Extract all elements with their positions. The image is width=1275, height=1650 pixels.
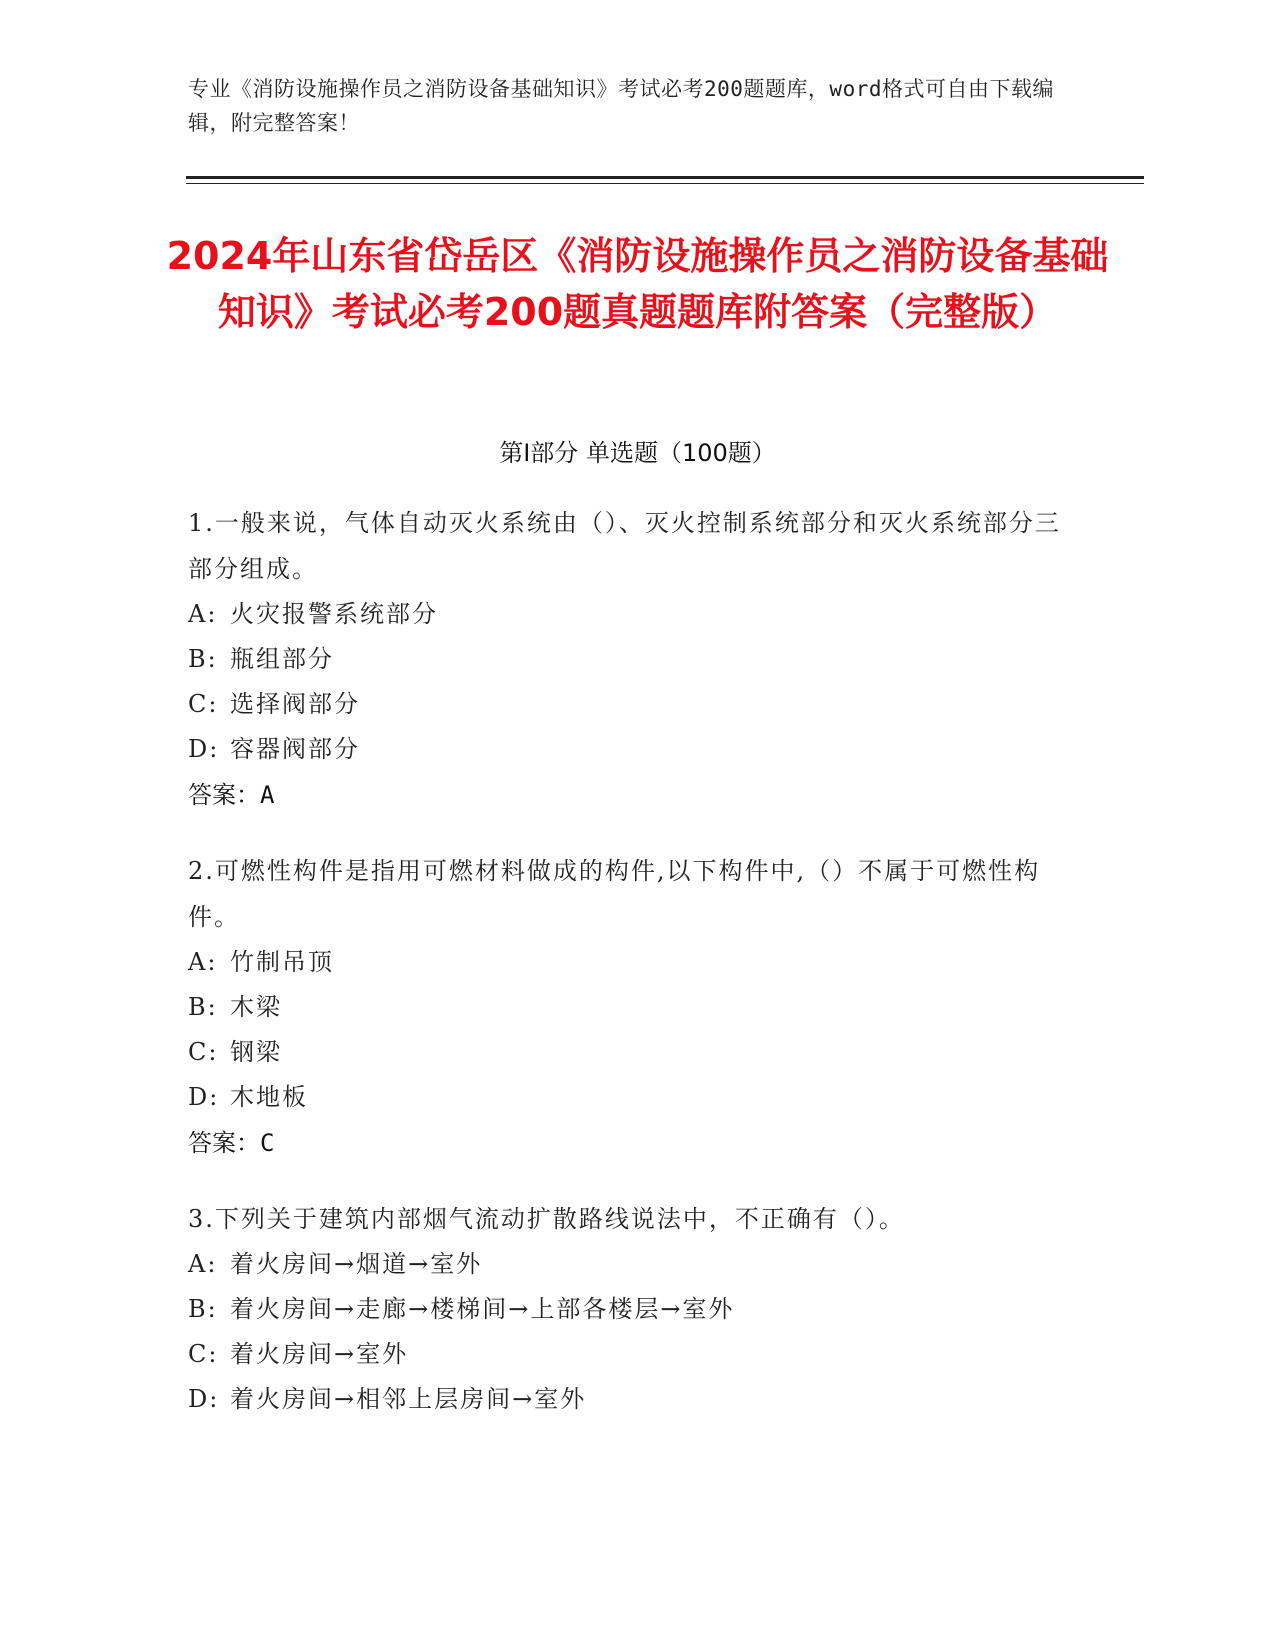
option-b bbox=[188, 1287, 1068, 1332]
option-key: C: bbox=[188, 1340, 219, 1368]
option-d bbox=[188, 1377, 1068, 1422]
option-text: 木地板 bbox=[230, 1083, 308, 1111]
option-text: 着火房间→走廊→楼梯间→上部各楼层→室外 bbox=[230, 1295, 735, 1323]
option-key: B: bbox=[188, 993, 218, 1021]
question-stem: 2.可燃性构件是指用可燃材料做成的构件,以下构件中,（）不属于可燃性构件。 bbox=[188, 857, 1041, 931]
option-text: 木梁 bbox=[230, 993, 282, 1021]
document-title: 2024年山东省岱岳区《消防设施操作员之消防设备基础知识》考试必考200题真题题库附答案（完整版） bbox=[166, 234, 1109, 334]
answer-label: 答案： bbox=[188, 1129, 260, 1157]
answer-line bbox=[188, 772, 1068, 818]
question-1 bbox=[188, 500, 1068, 818]
option-d bbox=[188, 727, 1068, 772]
option-text: 着火房间→相邻上层房间→室外 bbox=[230, 1385, 587, 1413]
option-c bbox=[188, 1332, 1068, 1377]
option-key: B: bbox=[188, 645, 218, 673]
question-stem: 1.一般来说，气体自动灭火系统由（）、灭火控制系统部分和灭火系统部分三部分组成。 bbox=[188, 509, 1061, 583]
option-c bbox=[188, 1030, 1068, 1075]
option-d bbox=[188, 1075, 1068, 1120]
option-key: D: bbox=[188, 735, 220, 763]
option-a bbox=[188, 1242, 1068, 1287]
option-b bbox=[188, 637, 1068, 682]
question-2 bbox=[188, 848, 1068, 1166]
option-key: D: bbox=[188, 1083, 220, 1111]
option-a bbox=[188, 592, 1068, 637]
option-key: B: bbox=[188, 1295, 218, 1323]
header-note: 专业《消防设施操作员之消防设备基础知识》考试必考200题题库，word格式可自由下载编辑，附完整答案！ bbox=[188, 77, 1054, 135]
option-b bbox=[188, 985, 1068, 1030]
header-divider-thin bbox=[186, 183, 1144, 184]
option-key: D: bbox=[188, 1385, 220, 1413]
option-a bbox=[188, 940, 1068, 985]
option-key: C: bbox=[188, 1038, 219, 1066]
option-text: 容器阀部分 bbox=[230, 735, 360, 763]
answer-value: C bbox=[260, 1129, 275, 1157]
option-text: 着火房间→室外 bbox=[230, 1340, 409, 1368]
option-text: 火灾报警系统部分 bbox=[230, 600, 438, 628]
answer-line bbox=[188, 1120, 1068, 1166]
option-text: 竹制吊顶 bbox=[230, 948, 334, 976]
option-key: A: bbox=[188, 1250, 218, 1278]
answer-label: 答案： bbox=[188, 781, 260, 809]
option-key: A: bbox=[188, 948, 218, 976]
option-text: 选择阀部分 bbox=[230, 690, 360, 718]
question-stem: 3.下列关于建筑内部烟气流动扩散路线说法中，不正确有（）。 bbox=[188, 1205, 905, 1233]
header-divider-thick bbox=[186, 176, 1144, 179]
option-key: C: bbox=[188, 690, 219, 718]
section-heading: 第I部分 单选题（100题） bbox=[499, 439, 776, 467]
option-text: 钢梁 bbox=[230, 1038, 282, 1066]
answer-value: A bbox=[260, 781, 275, 809]
option-key: A: bbox=[188, 600, 218, 628]
option-text: 着火房间→烟道→室外 bbox=[230, 1250, 483, 1278]
question-3 bbox=[188, 1196, 1068, 1422]
option-c bbox=[188, 682, 1068, 727]
option-text: 瓶组部分 bbox=[230, 645, 334, 673]
